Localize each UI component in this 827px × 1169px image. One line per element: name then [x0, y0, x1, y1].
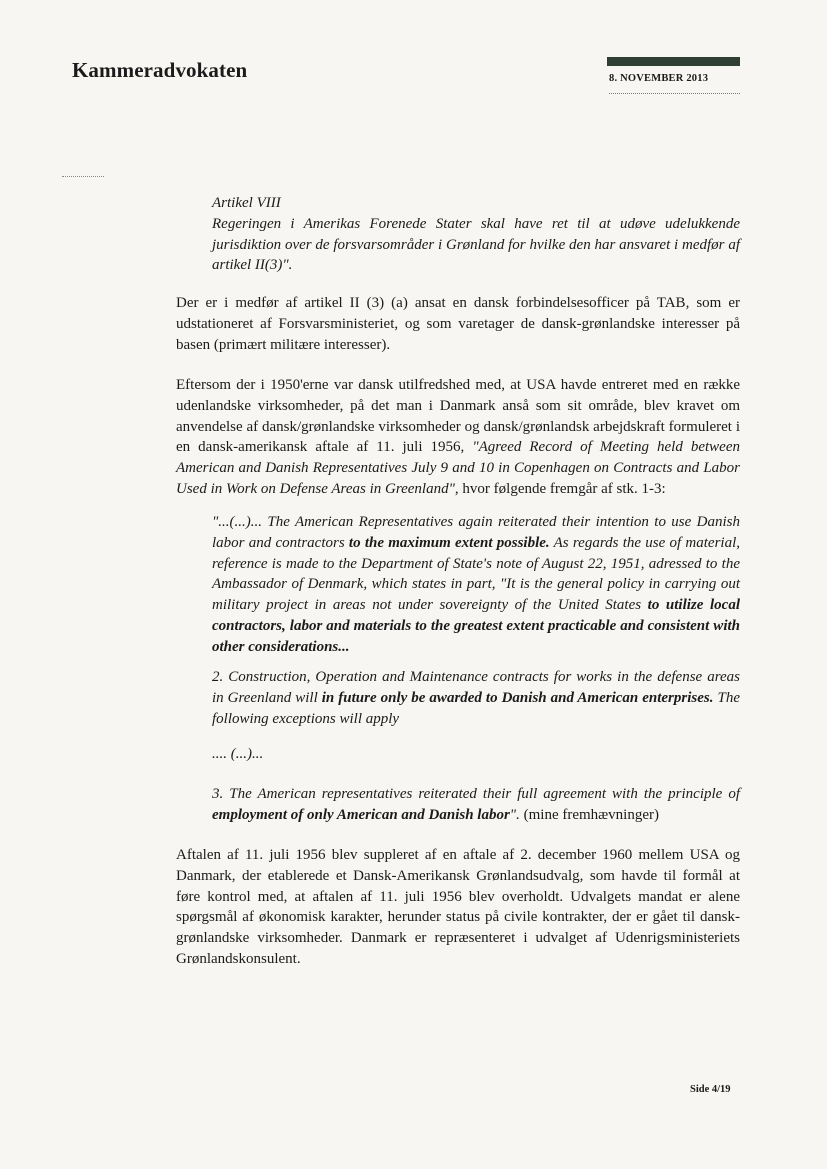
quote-2 — [212, 667, 740, 729]
article-block — [212, 193, 740, 276]
paragraph-2-text: Eftersom der i 1950'erne var dansk utilfredshed med, at USA havde entreret med en række udenlandske virksomheder, på det man i Danmark anså som sit område, blev kravet om anvendelse af dansk/grønlandske virksomheder og dansk/grønlandsk arbejdskraft formuleret i en dansk-amerikansk aftale af 11. juli 1956, — [176, 377, 740, 456]
quote-2-end: The following exceptions will apply — [212, 689, 740, 727]
quote-4-start: 3. The American representatives reiterated their full agreement with the principle of — [212, 786, 740, 802]
quote-4-bold: employment of only American and Danish labor — [212, 806, 510, 823]
article-heading: Artikel VIII — [212, 195, 281, 211]
paragraph-3 — [176, 845, 740, 970]
agreement-title: "Agreed Record of Meeting held between American and Danish Representatives July 9 and 10 in Copenhagen on Contracts and Labor Used in Work on Defense Areas in Greenland" — [176, 439, 740, 497]
paragraph-1-text: Der er i medfør af artikel II (3) (a) ansat en dansk forbindelsesofficer på TAB, som er udstationeret af Forsvarsministeriet, og som varetager de dansk-grønlandske interesser på basen (primært militære interesser). — [176, 295, 740, 353]
quote-3-text: .... (...)... — [212, 746, 264, 762]
header-title: Kammeradvokaten — [72, 58, 248, 82]
margin-divider — [62, 176, 104, 177]
paragraph-2-tail: , hvor følgende fremgår af stk. 1-3: — [454, 480, 666, 497]
quote-4 — [212, 784, 740, 826]
quote-1-bold-1: to the maximum extent possible. — [348, 534, 550, 551]
paragraph-1 — [176, 293, 740, 355]
quote-1-open: "...(...)... The American Representatives again reiterated their intention to use Danish labor and contractors — [212, 514, 740, 551]
page-number: Side 4/19 — [690, 1084, 731, 1095]
date-divider — [609, 93, 740, 94]
quote-1-mid: As regards the use of material, reference is made to the Department of State's note of August 22, 1951, adressed to the Ambassador of Denmark, which states in part, "It is the general policy in carrying out military project in areas not under sovereignty of the United States — [212, 534, 741, 614]
paragraph-3-text: Aftalen af 11. juli 1956 blev suppleret af en aftale af 2. december 1960 mellem USA og Danmark, der etablerede et Dansk-Amerikansk Grønlandsudvalg, som havde til formål at føre kontrol med, at aftalen af 11. juli 1956 blev overholdt. Udvalgets mandat er alene spørgsmål af økonomisk karakter, herunder status på civile kontrakter, der er gået til dansk-grønlandske virksomheder. Danmark er repræsenteret i udvalget af Udenrigsministeriets Grønlandskonsulent. — [176, 847, 740, 967]
quote-3 — [212, 744, 740, 765]
quote-2-bold: in future only be awarded to Danish and American enterprises. — [321, 689, 714, 706]
date-accent-bar — [607, 57, 740, 66]
quote-4-note: (mine fremhævninger) — [519, 806, 659, 823]
quote-2-start: 2. Construction, Operation and Maintenance contracts for works in the defense areas in Greenland will — [212, 669, 740, 706]
article-body: Regeringen i Amerikas Forenede Stater skal have ret til at udøve udelukkende jurisdiktion over de forsvarsområder i Grønland for hvilke den har ansvaret i medfør af artikel II(3)". — [212, 215, 740, 274]
quote-1-bold-2: to utilize local contractors, labor and materials to the greatest extent practicable and consistent with other considerations... — [212, 597, 740, 655]
paragraph-2 — [176, 375, 740, 500]
quote-4-close: ". — [509, 806, 520, 823]
quote-1 — [212, 512, 740, 658]
header-date: 8. NOVEMBER 2013 — [609, 73, 709, 84]
